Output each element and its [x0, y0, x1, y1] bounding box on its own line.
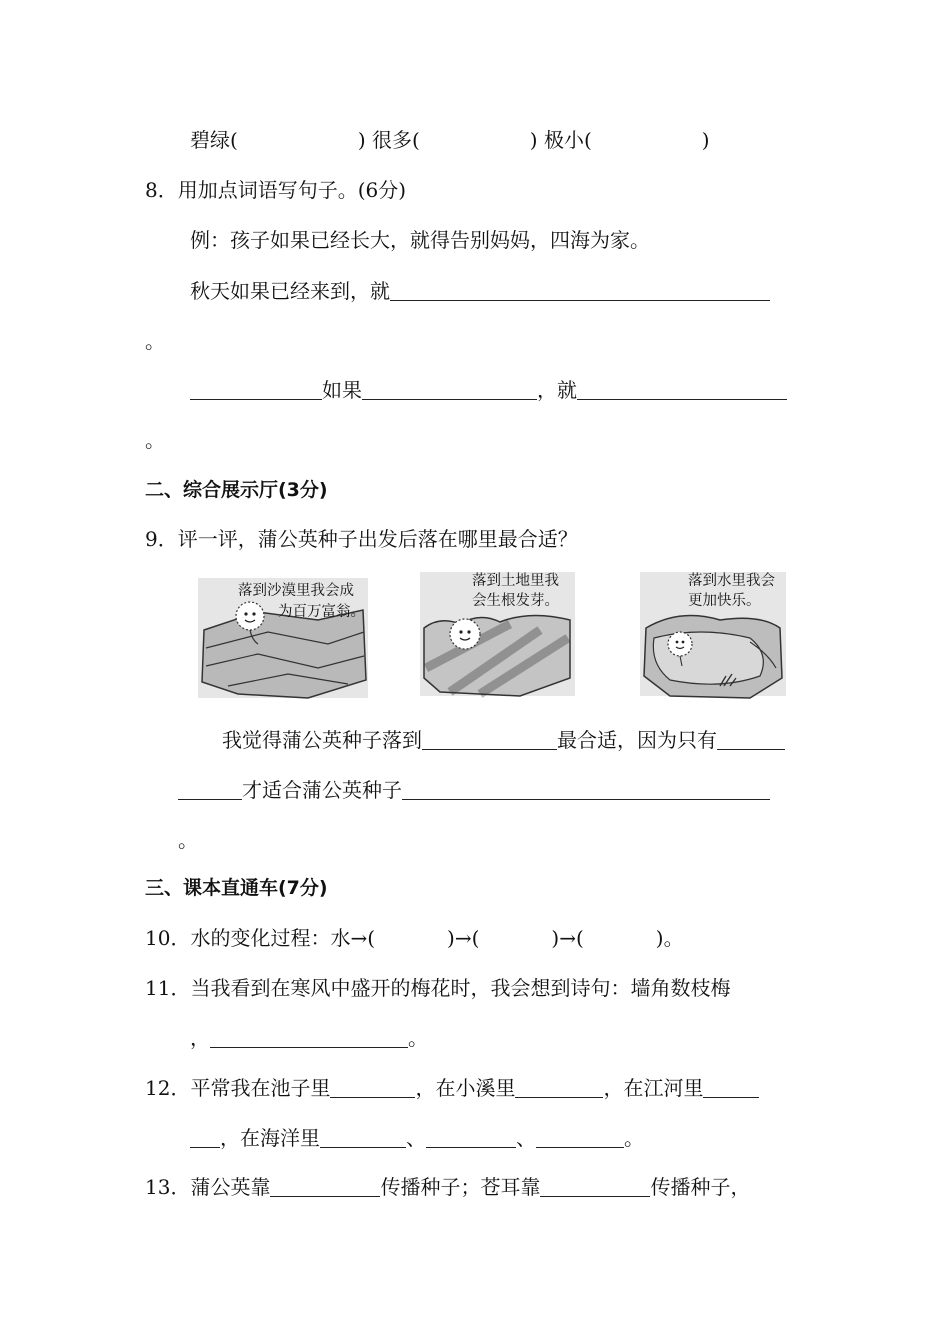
- q8-line2-ruguo: 如果: [322, 378, 362, 402]
- q11: 11．当我看到在寒风中盛开的梅花时，我会想到诗句：墙角数枝梅: [145, 976, 731, 1000]
- q9-blank-reason-b[interactable]: [178, 779, 242, 800]
- q7-word-1: 碧绿(: [190, 128, 238, 152]
- picture-water: [640, 568, 790, 703]
- picture-soil-caption-1: 落到土地里我: [472, 573, 559, 589]
- q8-line2: [190, 376, 787, 404]
- q8-blank-4[interactable]: [577, 379, 787, 400]
- q9-blank-place[interactable]: [422, 729, 557, 750]
- picture-soil: [420, 568, 575, 703]
- q8-line1-prefix: 秋天如果已经来到，就: [190, 279, 390, 303]
- q8-line2-jiu: ，就: [537, 378, 577, 402]
- q11-blank[interactable]: [210, 1027, 408, 1048]
- q11-line2: ， 。: [190, 1026, 428, 1050]
- q12-blank-4[interactable]: [320, 1127, 406, 1148]
- q13: 13．蒲公英靠 传播种子；苍耳靠 传播种子，: [145, 1175, 751, 1199]
- q9-blank-reason-a[interactable]: [717, 729, 785, 750]
- picture-desert-caption-1: 落到沙漠里我会成: [238, 583, 354, 599]
- q12: 12．平常我在池子里 ，在小溪里 ，在江河里: [145, 1074, 759, 1102]
- q12-blank-6[interactable]: [536, 1127, 624, 1148]
- section2-heading: 二、综合展示厅(3分): [145, 479, 328, 501]
- picture-water-caption-1: 落到水里我会: [688, 573, 775, 589]
- q13-blank-2[interactable]: [540, 1176, 650, 1197]
- q12-blank-2[interactable]: [515, 1077, 603, 1098]
- q8-title: 8．用加点词语写句子。(6分): [145, 178, 407, 202]
- q13-blank-1[interactable]: [270, 1176, 380, 1197]
- q10: 10．水的变化过程：水→( )→( )→( )。: [145, 926, 684, 950]
- q9-period: 。: [178, 828, 198, 852]
- q7-word-3: 极小(: [543, 128, 592, 152]
- q12-blank-5[interactable]: [426, 1127, 516, 1148]
- q8-period-1: 。: [145, 329, 165, 353]
- q8-example: 例：孩子如果已经长大，就得告别妈妈，四海为家。: [190, 228, 650, 252]
- q12-blank-1[interactable]: [330, 1077, 415, 1098]
- q8-period-2: 。: [145, 428, 165, 452]
- q12-blank-3b[interactable]: [190, 1127, 220, 1148]
- picture-desert: [198, 570, 368, 705]
- picture-water-caption-2: 更加快乐。: [688, 593, 761, 609]
- q9-answer-line2: 才适合蒲公英种子: [178, 776, 770, 804]
- picture-soil-caption-2: 会生根发芽。: [472, 593, 559, 609]
- section3-heading: 三、课本直通车(7分): [145, 877, 328, 899]
- q8-blank-1[interactable]: [390, 280, 770, 301]
- q12-blank-3a[interactable]: [703, 1077, 759, 1098]
- q8-line1: [190, 277, 770, 305]
- q7-word-2: 很多(: [371, 128, 420, 152]
- q9-blank-end[interactable]: [402, 779, 770, 800]
- q9-answer-line1: 我觉得蒲公英种子落到 最合适，因为只有: [222, 726, 785, 754]
- picture-desert-caption-2: 为百万富翁。: [278, 604, 365, 620]
- q7-word-row: 碧绿( ) 很多( ) 极小( ): [190, 128, 710, 152]
- q12-line2: ，在海洋里 、 、 。: [190, 1124, 644, 1152]
- q8-blank-2[interactable]: [190, 379, 322, 400]
- q8-blank-3[interactable]: [362, 379, 537, 400]
- q9-title: 9．评一评，蒲公英种子出发后落在哪里最合适？: [145, 527, 578, 551]
